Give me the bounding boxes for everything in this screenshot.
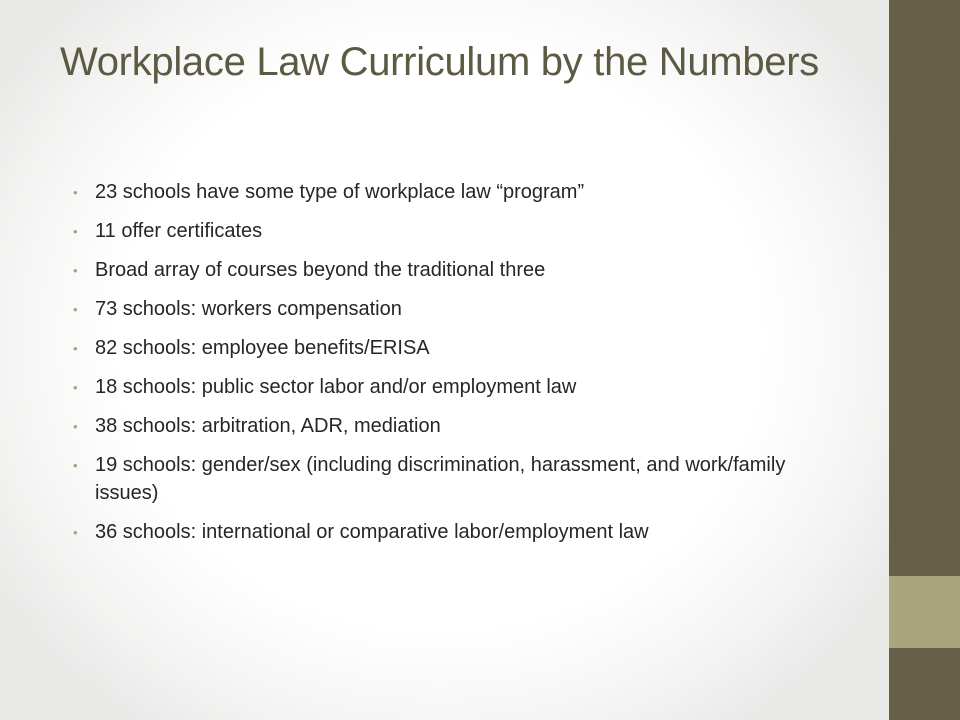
bullet-text: 19 schools: gender/sex (including discrimination, harassment, and work/family issues) [95,454,786,504]
decorative-sidebar [889,0,960,720]
bullet-item [73,334,833,362]
bullet-icon: • [73,525,78,540]
bullet-item [73,295,833,323]
bullet-text: 38 schools: arbitration, ADR, mediation [95,415,441,437]
bullet-text: 73 schools: workers compensation [95,298,402,320]
bullet-icon: • [73,263,78,278]
bullet-item [73,178,833,206]
bullet-icon: • [73,185,78,200]
bullet-item [73,451,833,507]
bullet-list [73,178,833,557]
bullet-text: Broad array of courses beyond the traditional three [95,259,546,281]
bullet-text: 23 schools have some type of workplace law “program” [95,181,585,203]
bullet-icon: • [73,341,78,356]
bullet-text: 18 schools: public sector labor and/or employment law [95,376,577,398]
bullet-text: 11 offer certificates [95,220,263,242]
bullet-icon: • [73,380,78,395]
sidebar-band-top [889,0,960,576]
bullet-item [73,217,833,245]
slide-title: Workplace Law Curriculum by the Numbers [60,40,819,84]
bullet-item [73,373,833,401]
bullet-item [73,256,833,284]
sidebar-accent-band [889,576,960,648]
bullet-text: 36 schools: international or comparative labor/employment law [95,521,649,543]
bullet-icon: • [73,302,78,317]
bullet-icon: • [73,224,78,239]
bullet-item [73,518,833,546]
bullet-icon: • [73,419,78,434]
bullet-text: 82 schools: employee benefits/ERISA [95,337,430,359]
bullet-item [73,412,833,440]
bullet-icon: • [73,458,78,473]
sidebar-band-bottom [889,648,960,720]
